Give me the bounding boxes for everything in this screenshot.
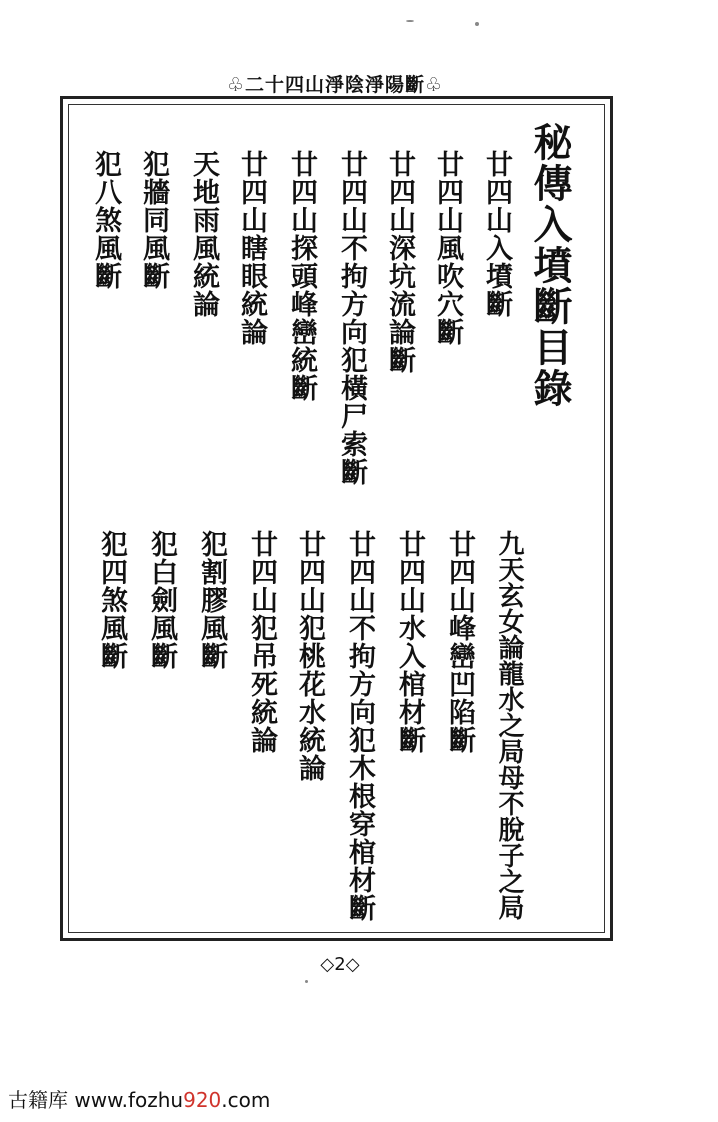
toc-entry: 廿四山深坑流論斷 bbox=[384, 150, 415, 374]
toc-entry: 犯八煞風斷 bbox=[90, 150, 121, 290]
site-url: www.fozhu920.com bbox=[74, 1088, 271, 1112]
toc-entry: 犯四煞風斷 bbox=[96, 530, 127, 670]
table-of-contents-title: 秘傳入墳斷目錄 bbox=[527, 122, 573, 409]
toc-entry: 犯牆同風斷 bbox=[138, 150, 169, 290]
toc-entry: 廿四山不拘方向犯橫尸索斷 bbox=[336, 150, 367, 486]
toc-entry: 廿四山不拘方向犯木根穿棺材斷 bbox=[344, 530, 375, 922]
scan-speck bbox=[475, 22, 479, 26]
toc-entry: 犯白劍風斷 bbox=[146, 530, 177, 670]
running-header: ♧二十四山淨陰淨陽斷♧ bbox=[226, 74, 444, 96]
toc-entry: 廿四山風吹穴斷 bbox=[432, 150, 463, 346]
toc-entry: 廿四山瞎眼統論 bbox=[236, 150, 267, 346]
toc-entry: 廿四山水入棺材斷 bbox=[394, 530, 425, 754]
toc-entry: 廿四山峰巒凹陷斷 bbox=[444, 530, 475, 754]
toc-entry: 廿四山犯吊死統論 bbox=[246, 530, 277, 754]
toc-entry: 廿四山探頭峰巒統斷 bbox=[286, 150, 317, 402]
toc-entry: 廿四山入墳斷 bbox=[481, 150, 512, 318]
scan-speck bbox=[305, 980, 308, 983]
site-name: 古籍库 bbox=[8, 1088, 68, 1112]
toc-entry: 犯割膠風斷 bbox=[196, 530, 227, 670]
toc-entry: 天地雨風統論 bbox=[188, 150, 219, 318]
toc-entry: 九天玄女論龍水之局母不脫子之局 bbox=[494, 530, 524, 920]
scan-speck bbox=[406, 20, 414, 22]
page-number: ◇2◇ bbox=[320, 954, 360, 975]
toc-entry: 廿四山犯桃花水統論 bbox=[294, 530, 325, 782]
site-watermark[interactable] bbox=[8, 1084, 270, 1113]
